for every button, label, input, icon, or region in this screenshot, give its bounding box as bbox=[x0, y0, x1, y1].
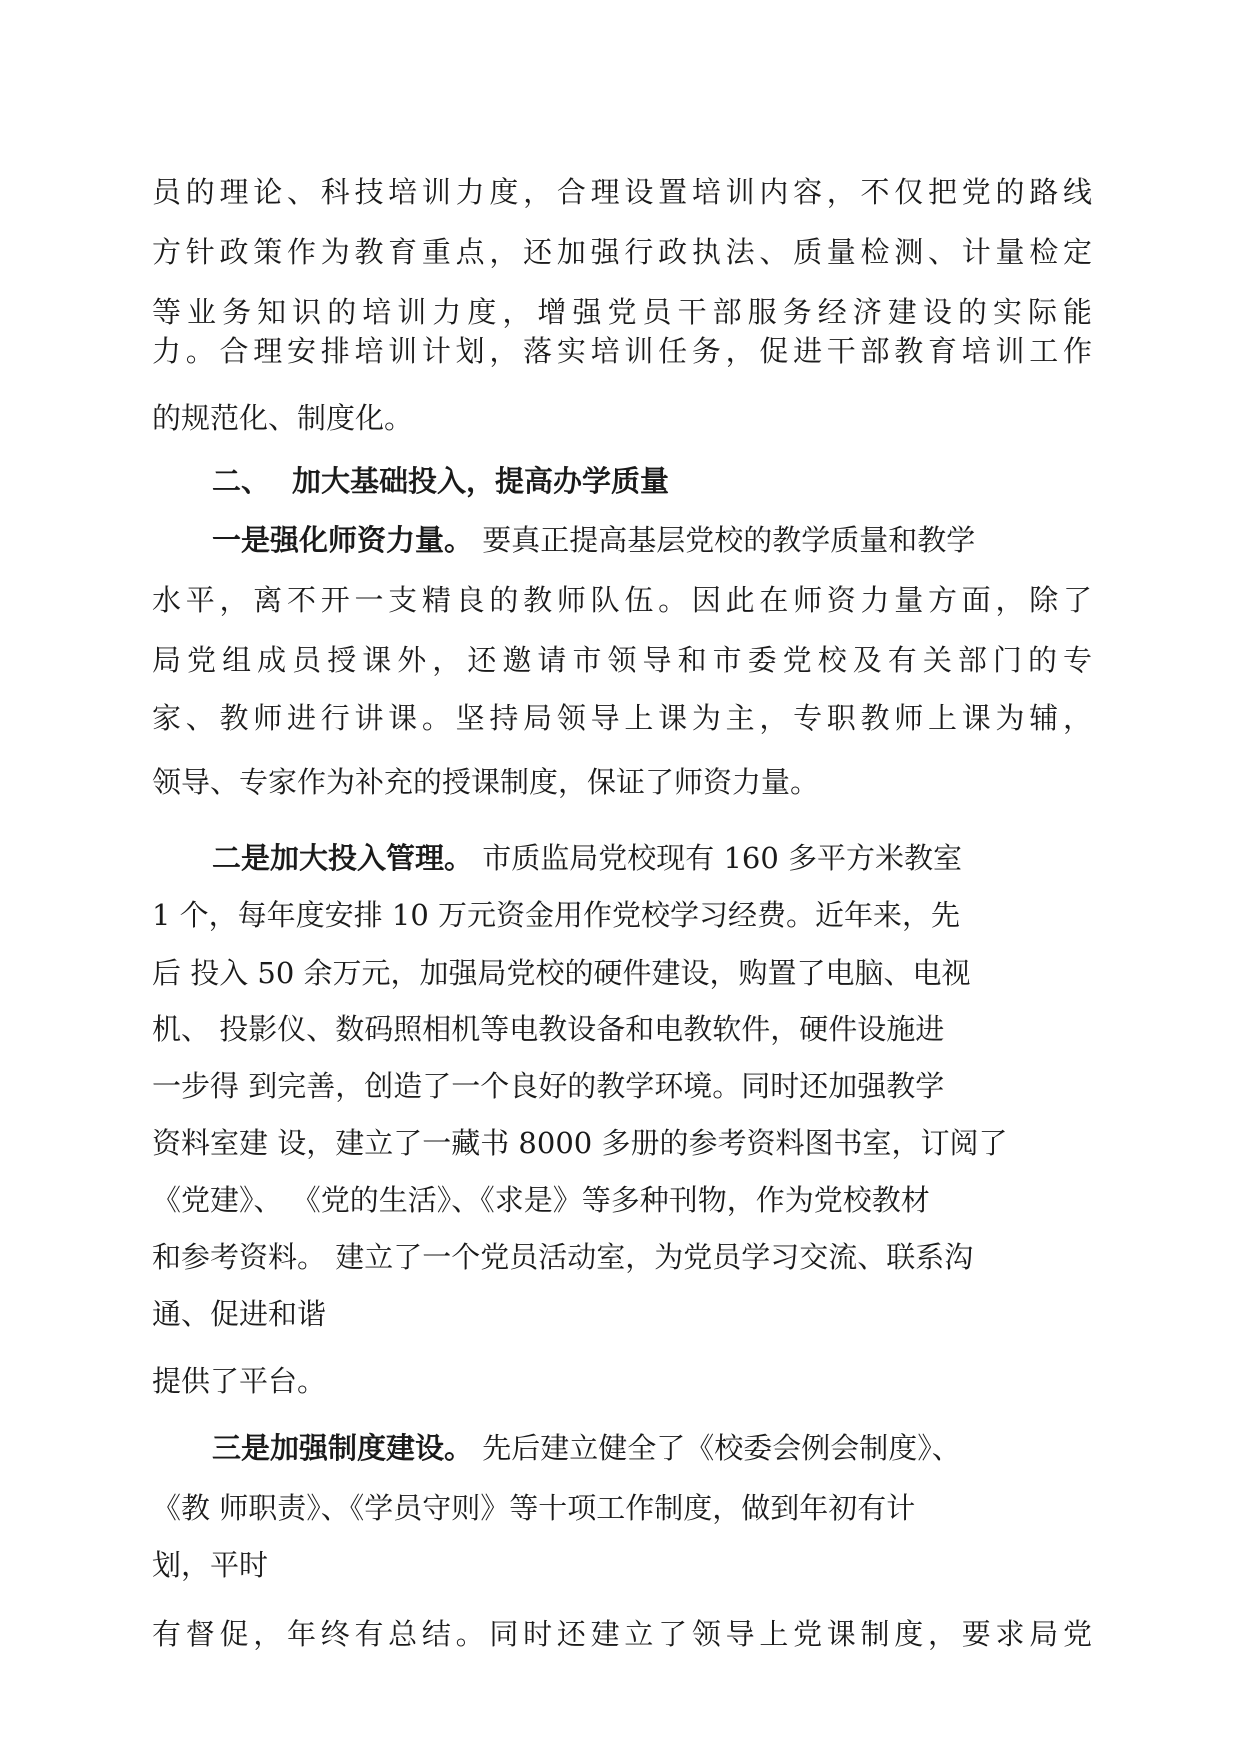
body-line: 1 个，每年度安排 10 万元资金用作党校学习经费。近年来，先 bbox=[152, 898, 961, 932]
body-line: 员的理论、科技培训力度，合理设置培训内容，不仅把党的路线 bbox=[152, 175, 1092, 209]
body-line: 《党建》、 《党的生活》、《求是》等多种刊物，作为党校教材 bbox=[152, 1183, 930, 1217]
body-line: 有督促，年终有总结。同时还建立了领导上党课制度，要求局党 bbox=[152, 1617, 1092, 1651]
point-lead: 一是强化师资力量。 bbox=[212, 523, 474, 557]
point-text: 要真正提高基层党校的教学质量和教学 bbox=[473, 523, 976, 557]
body-line: 机、 投影仪、数码照相机等电教设备和电教软件，硬件设施进 bbox=[152, 1012, 945, 1046]
section-heading bbox=[212, 461, 669, 501]
body-line: 水平，离不开一支精良的教师队伍。因此在师资力量方面，除了 bbox=[152, 583, 1092, 617]
body-line: 的规范化、制度化。 bbox=[152, 401, 414, 435]
point-first-line bbox=[212, 1428, 1092, 1468]
body-line: 等业务知识的培训力度，增强党员干部服务经济建设的实际能 bbox=[152, 295, 1092, 329]
body-line: 力。合理安排培训计划，落实培训任务，促进干部教育培训工作 bbox=[152, 334, 1092, 368]
point-first-line bbox=[212, 838, 1092, 878]
body-line: 通、促进和谐 bbox=[152, 1297, 327, 1331]
point-text: 先后建立健全了《校委会例会制度》、 bbox=[473, 1431, 961, 1465]
body-line: 后 投入 50 余万元，加强局党校的硬件建设，购置了电脑、电视 bbox=[152, 956, 971, 990]
body-line: 提供了平台。 bbox=[152, 1364, 327, 1398]
body-line: 和参考资料。 建立了一个党员活动室，为党员学习交流、联系沟 bbox=[152, 1240, 974, 1274]
body-line: 局党组成员授课外，还邀请市领导和市委党校及有关部门的专 bbox=[152, 643, 1092, 677]
body-line: 《教 师职责》、《学员守则》等十项工作制度，做到年初有计 bbox=[152, 1491, 916, 1525]
body-line: 领导、专家作为补充的授课制度，保证了师资力量。 bbox=[152, 765, 820, 799]
point-first-line bbox=[212, 520, 1092, 560]
section-number: 二、 bbox=[212, 464, 271, 498]
body-line: 划，平时 bbox=[152, 1548, 269, 1582]
body-line: 一步得 到完善，创造了一个良好的教学环境。同时还加强教学 bbox=[152, 1069, 945, 1103]
point-lead: 三是加强制度建设。 bbox=[212, 1431, 474, 1465]
body-line: 方针政策作为教育重点，还加强行政执法、质量检测、计量检定 bbox=[152, 235, 1092, 269]
body-line: 资料室建 设，建立了一藏书 8000 多册的参考资料图书室，订阅了 bbox=[152, 1126, 1008, 1160]
point-text: 市质监局党校现有 160 多平方米教室 bbox=[473, 841, 963, 875]
body-line: 家、教师进行讲课。坚持局领导上课为主，专职教师上课为辅， bbox=[152, 701, 1092, 735]
point-lead: 二是加大投入管理。 bbox=[212, 841, 474, 875]
section-title: 加大基础投入，提高办学质量 bbox=[292, 464, 670, 498]
